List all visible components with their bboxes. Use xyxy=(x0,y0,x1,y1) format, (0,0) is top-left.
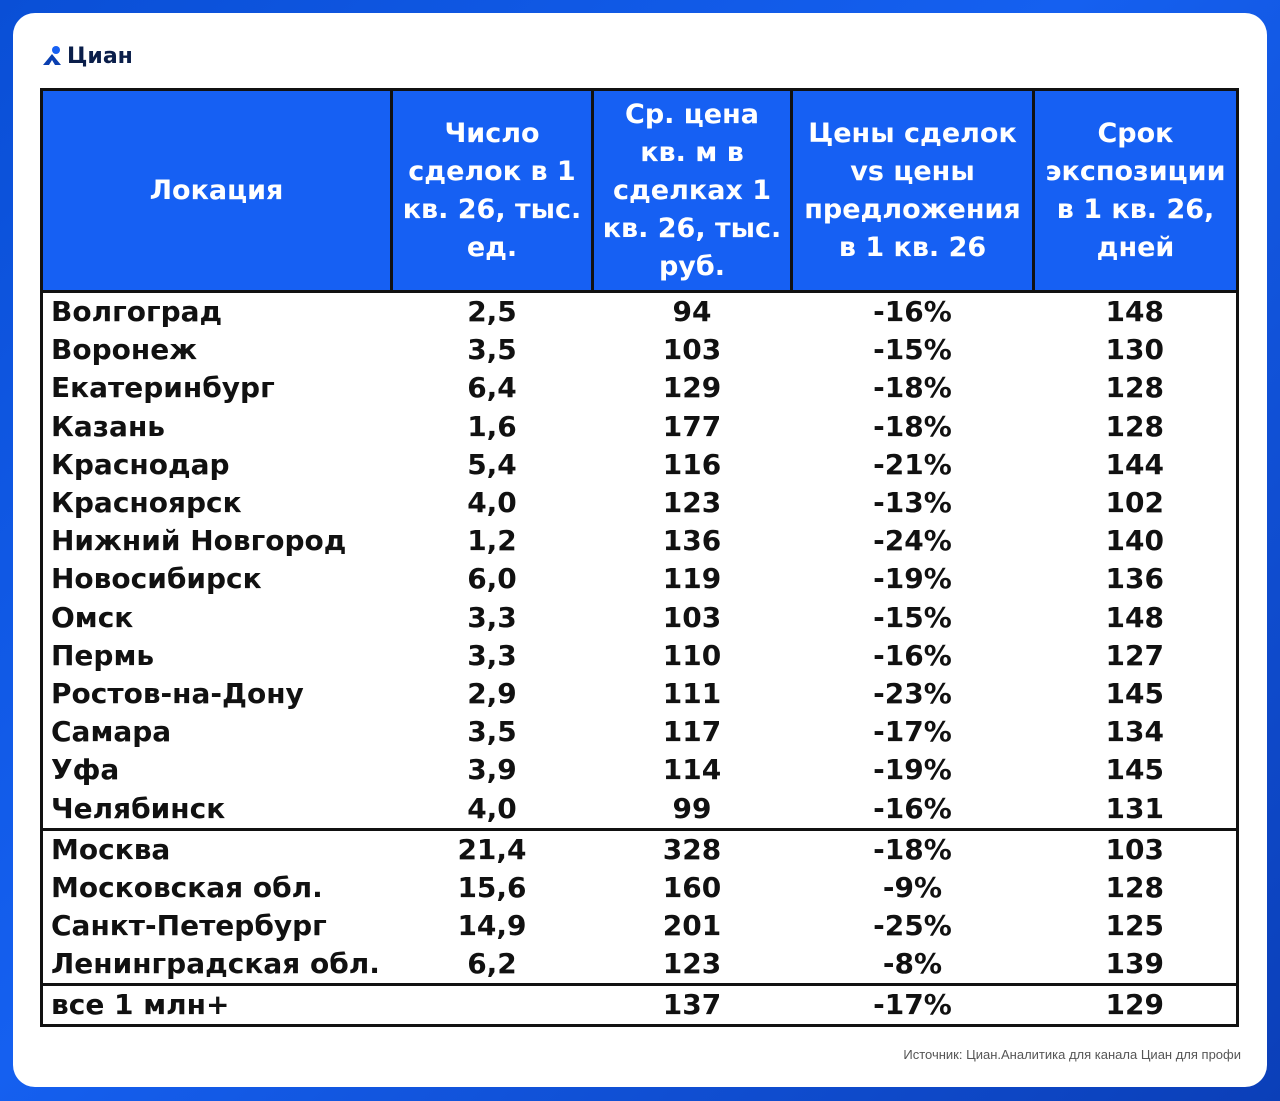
cell-avg-price: 110 xyxy=(662,638,722,672)
cell-deals-count: 3,3 xyxy=(467,600,517,634)
header-exposure-term: Срок экспозиции в 1 кв. 26, дней xyxy=(1034,90,1238,292)
cell-deals-count: 2,5 xyxy=(467,295,517,329)
cell-location: все 1 млн+ xyxy=(42,985,392,1026)
cell-avg-price: 114 xyxy=(662,753,722,787)
cell-location: Москва xyxy=(42,829,392,869)
brand-name: Циан xyxy=(67,43,133,69)
cell-exposure-term: 136 xyxy=(1105,562,1164,596)
cell-avg-price: 136 xyxy=(662,524,722,558)
cell-price-gap: -15% xyxy=(873,600,952,634)
table-row xyxy=(42,369,1238,407)
cell-exposure-term: 102 xyxy=(1105,486,1164,520)
table-row xyxy=(42,869,1238,907)
table-row xyxy=(42,907,1238,945)
cell-avg-price: 116 xyxy=(662,447,722,481)
cell-location: Пермь xyxy=(51,638,155,672)
content-card xyxy=(13,13,1267,1087)
cell-avg-price: 201 xyxy=(662,909,722,943)
cell-exposure-term: 128 xyxy=(1105,409,1164,443)
cell-deals-count: 1,6 xyxy=(467,409,517,443)
cell-location: Красноярск xyxy=(51,486,242,520)
cell-deals-count: 21,4 xyxy=(392,829,593,869)
cell-deals-count: 3,5 xyxy=(467,333,517,367)
cell-exposure-term: 125 xyxy=(1105,909,1164,943)
cell-avg-price: 137 xyxy=(593,985,792,1026)
table-row xyxy=(42,789,1238,829)
header-location: Локация xyxy=(42,90,392,292)
cell-avg-price: 103 xyxy=(662,600,722,634)
table-row xyxy=(42,637,1238,675)
cell-price-gap: -18% xyxy=(873,371,952,405)
cell-deals-count: 15,6 xyxy=(457,870,527,904)
source-note: Источник: Циан.Аналитика для канала Циан для профи xyxy=(903,1047,1241,1062)
header-avg-price: Ср. цена кв. м в сделках 1 кв. 26, тыс. руб. xyxy=(593,90,792,292)
cell-avg-price: 99 xyxy=(672,791,712,825)
table-row xyxy=(42,446,1238,484)
cell-avg-price: 160 xyxy=(662,870,722,904)
cell-price-gap: -8% xyxy=(882,947,943,981)
cell-deals-count: 6,0 xyxy=(467,562,517,596)
data-table xyxy=(40,88,1239,1027)
cell-exposure-term: 127 xyxy=(1105,638,1164,672)
cell-deals-count: 3,3 xyxy=(467,638,517,672)
table-header-row xyxy=(42,90,1238,292)
cell-price-gap: -16% xyxy=(873,791,952,825)
cell-avg-price: 111 xyxy=(662,676,722,710)
cell-deals-count: 3,9 xyxy=(467,753,517,787)
cell-exposure-term: 128 xyxy=(1105,371,1164,405)
cell-deals-count: 6,2 xyxy=(467,947,517,981)
cell-avg-price: 123 xyxy=(662,947,722,981)
cell-price-gap: -25% xyxy=(873,909,952,943)
cell-price-gap: -19% xyxy=(873,753,952,787)
cell-deals-count: 5,4 xyxy=(467,447,517,481)
cell-avg-price: 177 xyxy=(662,409,722,443)
cell-price-gap: -21% xyxy=(873,447,952,481)
cell-price-gap: -13% xyxy=(873,486,952,520)
cell-exposure-term: 103 xyxy=(1034,829,1238,869)
table-row xyxy=(42,292,1238,332)
cell-exposure-term: 148 xyxy=(1105,600,1164,634)
cell-avg-price: 117 xyxy=(662,715,722,749)
table-row xyxy=(42,484,1238,522)
cell-price-gap: -16% xyxy=(873,295,952,329)
cell-location: Нижний Новгород xyxy=(51,524,347,558)
cell-location: Екатеринбург xyxy=(51,371,275,405)
cell-price-gap: -23% xyxy=(873,676,952,710)
cell-avg-price: 129 xyxy=(662,371,722,405)
cell-deals-count: 6,4 xyxy=(467,371,517,405)
cell-location: Санкт-Петербург xyxy=(51,909,327,943)
cell-avg-price: 94 xyxy=(672,295,712,329)
cell-exposure-term: 130 xyxy=(1105,333,1164,367)
cell-price-gap: -17% xyxy=(873,715,952,749)
cell-exposure-term: 134 xyxy=(1105,715,1164,749)
cell-avg-price: 103 xyxy=(662,333,722,367)
cell-location: Челябинск xyxy=(51,791,226,825)
table-row xyxy=(42,408,1238,446)
table-row xyxy=(42,829,1238,869)
cell-location: Воронеж xyxy=(51,333,198,367)
cell-deals-count: 14,9 xyxy=(457,909,527,943)
table-row xyxy=(42,560,1238,598)
cell-location: Ростов-на-Дону xyxy=(51,676,304,710)
cian-logo-icon xyxy=(41,45,63,67)
cell-price-gap: -15% xyxy=(873,333,952,367)
cell-deals-count: 2,9 xyxy=(467,676,517,710)
cell-deals-count: 1,2 xyxy=(467,524,517,558)
table-row xyxy=(42,751,1238,789)
cell-exposure-term: 148 xyxy=(1105,295,1164,329)
cell-exposure-term: 144 xyxy=(1105,447,1164,481)
cell-location: Казань xyxy=(51,409,165,443)
table-row xyxy=(42,599,1238,637)
cell-location: Уфа xyxy=(51,753,120,787)
table-row xyxy=(42,945,1238,985)
cell-deals-count xyxy=(392,985,593,1026)
header-deals-count: Число сделок в 1 кв. 26, тыс. ед. xyxy=(392,90,593,292)
table-total-row xyxy=(42,985,1238,1026)
cell-avg-price: 119 xyxy=(662,562,722,596)
cell-location: Самара xyxy=(51,715,172,749)
cell-location: Омск xyxy=(51,600,134,634)
cell-exposure-term: 128 xyxy=(1105,870,1164,904)
cell-exposure-term: 145 xyxy=(1105,676,1164,710)
header-price-gap: Цены сделок vs цены предложения в 1 кв. 26 xyxy=(792,90,1034,292)
cell-price-gap: -19% xyxy=(873,562,952,596)
cell-deals-count: 3,5 xyxy=(467,715,517,749)
cell-exposure-term: 129 xyxy=(1034,985,1238,1026)
cell-price-gap: -16% xyxy=(873,638,952,672)
cell-deals-count: 4,0 xyxy=(467,791,517,825)
cell-avg-price: 328 xyxy=(593,829,792,869)
cell-exposure-term: 139 xyxy=(1105,947,1164,981)
cell-price-gap: -9% xyxy=(882,870,943,904)
table-row xyxy=(42,331,1238,369)
cell-location: Волгоград xyxy=(51,295,223,329)
cell-price-gap: -18% xyxy=(792,829,1034,869)
cell-price-gap: -18% xyxy=(873,409,952,443)
cell-location: Краснодар xyxy=(51,447,230,481)
cell-price-gap: -17% xyxy=(792,985,1034,1026)
cell-location: Новосибирск xyxy=(51,562,262,596)
cell-exposure-term: 140 xyxy=(1105,524,1164,558)
cell-location: Ленинградская обл. xyxy=(51,947,380,981)
table-row xyxy=(42,675,1238,713)
cell-avg-price: 123 xyxy=(662,486,722,520)
cell-exposure-term: 145 xyxy=(1105,753,1164,787)
cell-deals-count: 4,0 xyxy=(467,486,517,520)
cell-exposure-term: 131 xyxy=(1105,791,1164,825)
cell-location: Московская обл. xyxy=(51,870,323,904)
table-row xyxy=(42,522,1238,560)
cell-price-gap: -24% xyxy=(873,524,952,558)
brand-logo xyxy=(41,41,133,71)
table-row xyxy=(42,713,1238,751)
